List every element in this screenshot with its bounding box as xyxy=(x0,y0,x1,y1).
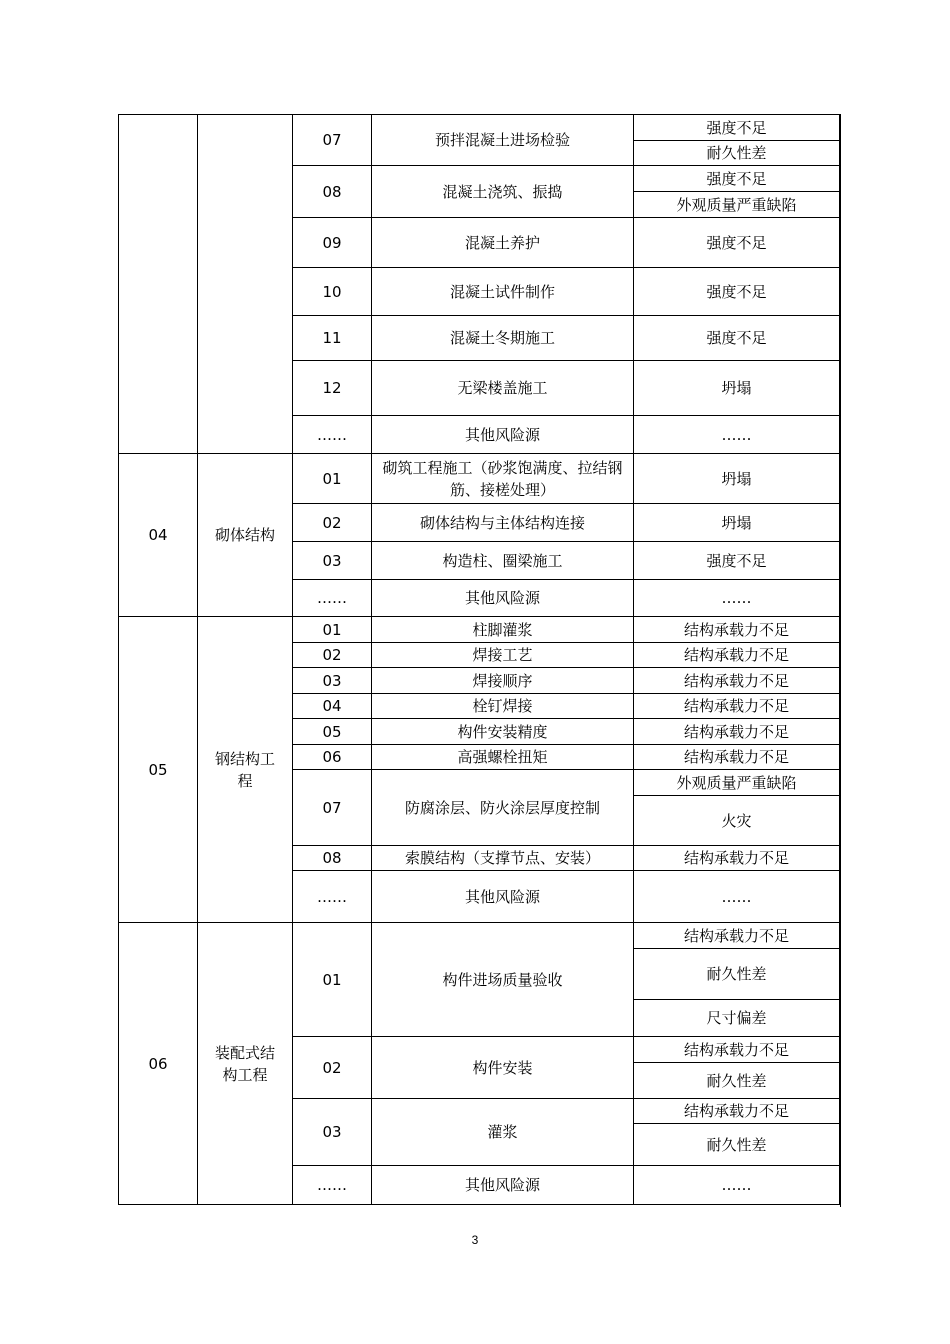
item-number-cell: 09 xyxy=(293,218,372,268)
risk-cell: 结构承载力不足 xyxy=(634,846,840,871)
task-cell: 构造柱、圈梁施工 xyxy=(372,542,634,580)
risk-cell: 结构承载力不足 xyxy=(634,719,840,745)
item-number-cell: …… xyxy=(293,416,372,454)
task-cell: 焊接顺序 xyxy=(372,668,634,694)
category-name-cell: 钢结构工程 xyxy=(198,617,293,923)
task-cell: 柱脚灌浆 xyxy=(372,617,634,643)
item-number-cell: 12 xyxy=(293,361,372,416)
task-cell: 栓钉焊接 xyxy=(372,694,634,719)
risk-cell: 强度不足 xyxy=(634,542,840,580)
item-number-cell: 10 xyxy=(293,268,372,316)
risk-cell: 结构承载力不足 xyxy=(634,694,840,719)
risk-cell: 结构承载力不足 xyxy=(634,617,840,643)
item-number-cell: 02 xyxy=(293,1037,372,1099)
risk-cell: 结构承载力不足 xyxy=(634,923,840,949)
risk-cell: 结构承载力不足 xyxy=(634,668,840,694)
risk-cell: 耐久性差 xyxy=(634,1063,840,1099)
table-row xyxy=(119,454,840,504)
task-cell: 构件安装精度 xyxy=(372,719,634,745)
table-row xyxy=(119,617,840,643)
risk-cell: 强度不足 xyxy=(634,268,840,316)
item-number-cell: 01 xyxy=(293,454,372,504)
task-cell: 其他风险源 xyxy=(372,871,634,923)
item-number-cell: 07 xyxy=(293,770,372,846)
risk-cell: …… xyxy=(634,580,840,617)
risk-cell: 强度不足 xyxy=(634,115,840,141)
risk-cell: 结构承载力不足 xyxy=(634,745,840,770)
item-number-cell: 05 xyxy=(293,719,372,745)
item-number-cell: 02 xyxy=(293,643,372,668)
item-number-cell: 01 xyxy=(293,617,372,643)
item-number-cell: 03 xyxy=(293,542,372,580)
risk-cell: 强度不足 xyxy=(634,218,840,268)
task-cell: 砌筑工程施工（砂浆饱满度、拉结钢筋、接槎处理） xyxy=(372,454,634,504)
item-number-cell: 08 xyxy=(293,166,372,218)
category-id-cell: 04 xyxy=(119,454,198,617)
risk-cell: 外观质量严重缺陷 xyxy=(634,770,840,796)
task-cell: 预拌混凝土进场检验 xyxy=(372,115,634,166)
task-cell: 无梁楼盖施工 xyxy=(372,361,634,416)
task-cell: 混凝土浇筑、振捣 xyxy=(372,166,634,218)
risk-cell: …… xyxy=(634,1166,840,1205)
item-number-cell: 04 xyxy=(293,694,372,719)
task-cell: 砌体结构与主体结构连接 xyxy=(372,504,634,542)
item-number-cell: 07 xyxy=(293,115,372,166)
category-id-cell: 05 xyxy=(119,617,198,923)
risk-cell: 强度不足 xyxy=(634,166,840,192)
task-cell: 灌浆 xyxy=(372,1099,634,1166)
page-number: 3 xyxy=(471,1233,479,1247)
task-cell: 防腐涂层、防火涂层厚度控制 xyxy=(372,770,634,846)
item-number-cell: …… xyxy=(293,871,372,923)
risk-cell: 坍塌 xyxy=(634,454,840,504)
risk-cell: …… xyxy=(634,871,840,923)
item-number-cell: 02 xyxy=(293,504,372,542)
item-number-cell: …… xyxy=(293,1166,372,1205)
risk-cell: 结构承载力不足 xyxy=(634,1099,840,1124)
risk-cell: 坍塌 xyxy=(634,361,840,416)
item-number-cell: 01 xyxy=(293,923,372,1037)
task-cell: 索膜结构（支撑节点、安装） xyxy=(372,846,634,871)
task-cell: 焊接工艺 xyxy=(372,643,634,668)
table-row xyxy=(119,115,840,141)
category-name-cell xyxy=(198,115,293,454)
item-number-cell: 03 xyxy=(293,1099,372,1166)
category-name-cell: 装配式结构工程 xyxy=(198,923,293,1205)
task-cell: 混凝土冬期施工 xyxy=(372,316,634,361)
task-cell: 其他风险源 xyxy=(372,416,634,454)
risk-cell: 耐久性差 xyxy=(634,949,840,1000)
task-cell: 其他风险源 xyxy=(372,580,634,617)
risk-source-table xyxy=(118,114,840,1205)
risk-cell: …… xyxy=(634,416,840,454)
item-number-cell: …… xyxy=(293,580,372,617)
category-id-cell: 06 xyxy=(119,923,198,1205)
task-cell: 构件安装 xyxy=(372,1037,634,1099)
risk-cell: 坍塌 xyxy=(634,504,840,542)
table-row xyxy=(119,923,840,949)
task-cell: 高强螺栓扭矩 xyxy=(372,745,634,770)
risk-cell: 耐久性差 xyxy=(634,1124,840,1166)
risk-cell: 结构承载力不足 xyxy=(634,1037,840,1063)
task-cell: 混凝土试件制作 xyxy=(372,268,634,316)
item-number-cell: 11 xyxy=(293,316,372,361)
task-cell: 其他风险源 xyxy=(372,1166,634,1205)
table-body xyxy=(119,115,840,1205)
risk-cell: 结构承载力不足 xyxy=(634,643,840,668)
task-cell: 混凝土养护 xyxy=(372,218,634,268)
risk-cell: 强度不足 xyxy=(634,316,840,361)
risk-cell: 尺寸偏差 xyxy=(634,1000,840,1037)
item-number-cell: 08 xyxy=(293,846,372,871)
task-cell: 构件进场质量验收 xyxy=(372,923,634,1037)
table-right-border xyxy=(840,114,841,1207)
risk-cell: 火灾 xyxy=(634,796,840,846)
risk-cell: 外观质量严重缺陷 xyxy=(634,192,840,218)
risk-cell: 耐久性差 xyxy=(634,141,840,166)
item-number-cell: 06 xyxy=(293,745,372,770)
category-name-cell: 砌体结构 xyxy=(198,454,293,617)
category-id-cell xyxy=(119,115,198,454)
item-number-cell: 03 xyxy=(293,668,372,694)
